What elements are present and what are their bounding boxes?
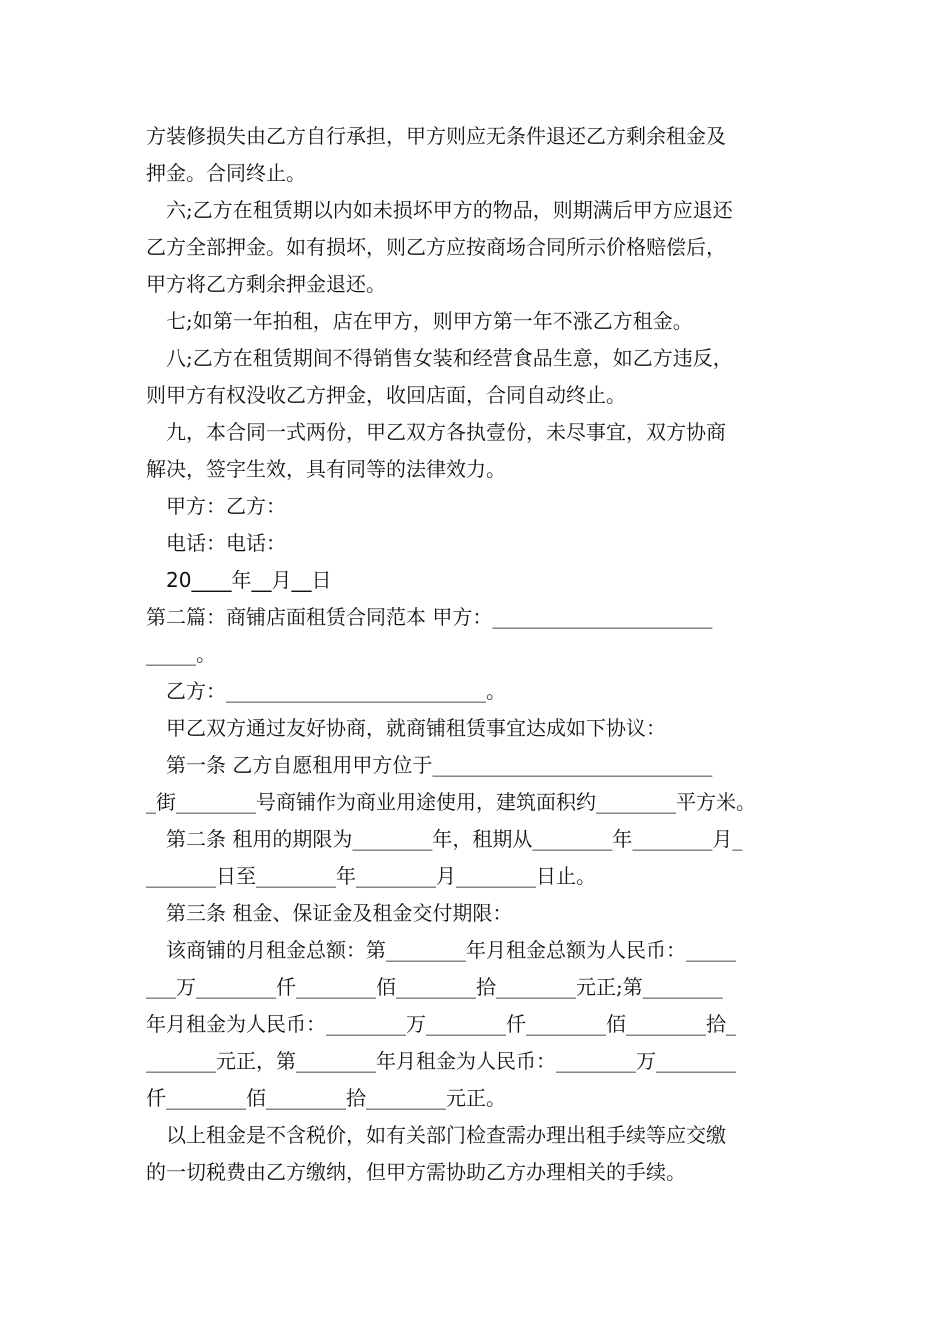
- clause-nine: 九，本合同一式两份，甲乙双方各执壹份，未尽事宜，双方协商: [166, 420, 726, 444]
- article-three: 第三条 租金、保证金及租金交付期限：: [166, 901, 513, 925]
- text-line: 年月租金为人民币：________万________仟________佰________拾_: [146, 1012, 736, 1036]
- text-line: _街________号商铺作为商业用途使用，建筑面积约________平方米。: [146, 790, 756, 814]
- signature-date: 20____年__月__日: [166, 568, 332, 592]
- article-one: 第一条 乙方自愿租用甲方位于____________________________: [166, 753, 713, 777]
- clause-seven: 七;如第一年拍租，店在甲方，则甲方第一年不涨乙方租金。: [166, 309, 693, 333]
- signature-parties: 甲方：乙方：: [166, 494, 286, 518]
- text-line: 则甲方有权没收乙方押金，收回店面，合同自动终止。: [146, 383, 626, 407]
- clause-six: 六;乙方在租赁期以内如未损坏甲方的物品，则期满后甲方应退还: [166, 198, 733, 222]
- text-line: 解决，签字生效，具有同等的法律效力。: [146, 457, 506, 481]
- text-line: ___万________仟________佰________拾________元正;第________: [146, 975, 723, 999]
- text-line: 乙方全部押金。如有损坏，则乙方应按商场合同所示价格赔偿后，: [146, 235, 726, 259]
- text-line: 仟________佰________拾________元正。: [146, 1086, 506, 1110]
- clause-eight: 八;乙方在租赁期间不得销售女装和经营食品生意，如乙方违反，: [166, 346, 733, 370]
- tax-note: 以上租金是不含税价，如有关部门检查需办理出租手续等应交缴: [166, 1123, 726, 1147]
- contract-text: [146, 118, 816, 1191]
- text-line: 方装修损失由乙方自行承担，甲方则应无条件退还乙方剩余租金及: [146, 124, 726, 148]
- party-b-line: 乙方：__________________________。: [166, 679, 506, 703]
- agreement-intro: 甲乙双方通过友好协商，就商铺租赁事宜达成如下协议：: [166, 716, 666, 740]
- signature-phones: 电话：电话：: [166, 531, 286, 555]
- section-title: 第二篇：商铺店面租赁合同范本 甲方：______________________: [146, 605, 713, 629]
- text-line: 的一切税费由乙方缴纳，但甲方需协助乙方办理相关的手续。: [146, 1160, 686, 1184]
- text-line: 押金。合同终止。: [146, 161, 306, 185]
- text-line: _____。: [146, 642, 216, 666]
- text-line: 甲方将乙方剩余押金退还。: [146, 272, 386, 296]
- rent-total-line: 该商铺的月租金总额：第________年月租金总额为人民币：_____: [166, 938, 736, 962]
- text-line: _______元正，第________年月租金为人民币：________万________: [146, 1049, 736, 1073]
- text-line: _______日至________年________月________日止。: [146, 864, 596, 888]
- article-two: 第二条 租用的期限为________年，租期从________年________月_: [166, 827, 743, 851]
